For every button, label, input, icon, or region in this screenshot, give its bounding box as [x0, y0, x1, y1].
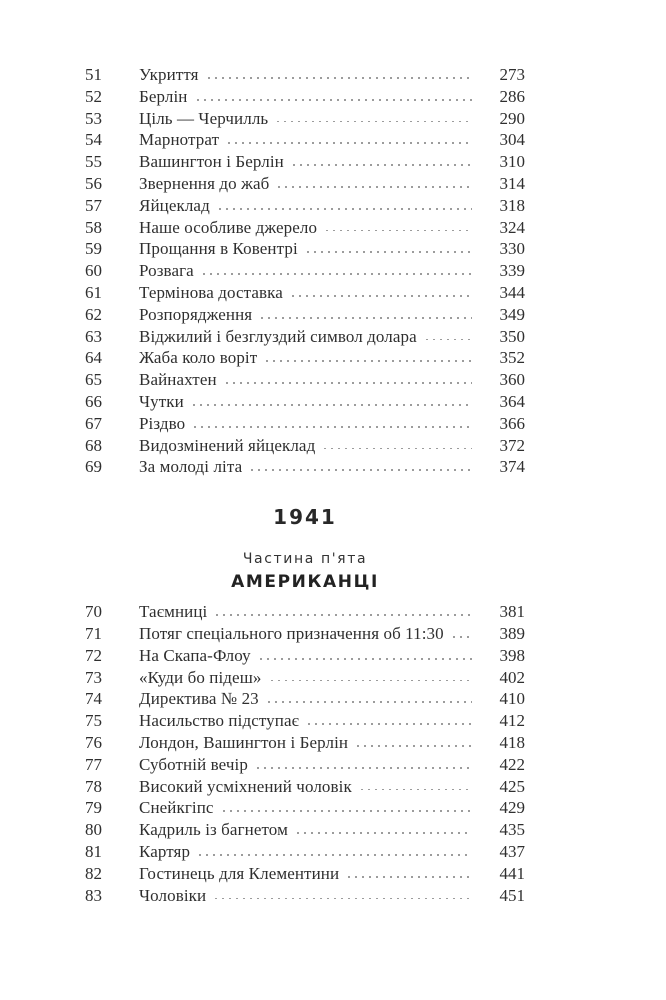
chapter-title: Наше особливе джерело — [139, 217, 318, 237]
dot-leader — [248, 754, 481, 776]
dot-leader — [339, 863, 481, 885]
chapter-number: 76 — [85, 732, 102, 752]
chapter-number: 69 — [85, 457, 102, 477]
dot-leader — [262, 667, 482, 689]
page-number: 366 — [499, 413, 525, 433]
dot-leader — [257, 347, 481, 369]
chapter-number: 67 — [85, 413, 102, 433]
chapter-title: Розпорядження — [139, 304, 253, 324]
chapter-number: 53 — [85, 108, 102, 128]
chapter-number: 70 — [85, 602, 102, 622]
toc-entry — [85, 776, 525, 798]
page-number: 425 — [499, 776, 525, 796]
dot-leader — [417, 326, 481, 348]
page-number: 339 — [499, 261, 525, 281]
chapter-number: 56 — [85, 173, 102, 193]
chapter-title: Потяг спеціального призначення об 11:30 — [139, 623, 444, 643]
dot-leader — [185, 413, 481, 435]
chapter-title: Чоловіки — [139, 885, 207, 905]
chapter-title: Лондон, Вашингтон і Берлін — [139, 732, 349, 752]
toc-entry — [85, 710, 525, 732]
page-number: 330 — [499, 239, 525, 259]
chapter-number: 68 — [85, 435, 102, 455]
toc-entry — [85, 217, 525, 239]
toc-entry — [85, 841, 525, 863]
chapter-title: Картяр — [139, 841, 191, 861]
dot-leader — [348, 732, 481, 754]
toc-entry — [85, 195, 525, 217]
chapter-number: 74 — [85, 689, 102, 709]
page-number: 349 — [499, 304, 525, 324]
chapter-title: Укриття — [139, 65, 199, 84]
dot-leader — [284, 151, 481, 173]
page-number: 374 — [499, 457, 525, 477]
dot-leader — [199, 64, 481, 86]
toc-entry — [85, 129, 525, 151]
toc-entry — [85, 326, 525, 348]
toc-entry — [85, 369, 525, 391]
chapter-number: 66 — [85, 391, 102, 411]
chapter-title: Жаба коло воріт — [139, 348, 258, 368]
dot-leader — [288, 819, 481, 841]
toc-entry — [85, 173, 525, 195]
toc-entry — [85, 688, 525, 710]
page-number: 389 — [499, 623, 525, 643]
chapter-number: 58 — [85, 217, 102, 237]
chapter-title: Насильство підступає — [139, 711, 299, 731]
chapter-number: 51 — [85, 65, 102, 84]
chapter-number: 65 — [85, 370, 102, 390]
toc-entry — [85, 238, 525, 260]
chapter-number: 82 — [85, 863, 102, 883]
toc-entry — [85, 64, 525, 86]
dot-leader — [184, 391, 481, 413]
page-number: 441 — [499, 863, 525, 883]
page-number: 350 — [499, 326, 525, 346]
page-number: 372 — [499, 435, 525, 455]
page-number: 381 — [499, 602, 525, 622]
dot-leader — [207, 601, 481, 623]
chapter-title: Снейкгіпс — [139, 798, 214, 818]
toc-entry — [85, 456, 525, 478]
page-number: 398 — [499, 645, 525, 665]
chapter-title: Ціль — Черчилль — [139, 108, 269, 128]
page-number: 402 — [499, 667, 525, 687]
toc-entry — [85, 601, 525, 623]
chapter-title: Вайнахтен — [139, 370, 217, 390]
chapter-title: Термінова доставка — [139, 282, 283, 302]
toc-entry — [85, 304, 525, 326]
page-number: 412 — [499, 711, 525, 731]
dot-leader — [317, 217, 481, 239]
toc-entry — [85, 391, 525, 413]
dot-leader — [352, 776, 481, 798]
chapter-title: Таємниці — [139, 602, 208, 622]
dot-leader — [252, 304, 481, 326]
toc-group-part-five — [85, 601, 525, 906]
toc-entry — [85, 754, 525, 776]
page-number: 360 — [499, 370, 525, 390]
dot-leader — [259, 688, 481, 710]
chapter-title: Кадриль із багнетом — [139, 820, 288, 840]
chapter-number: 55 — [85, 152, 102, 172]
chapter-title: «Куди бо підеш» — [139, 667, 262, 687]
dot-leader — [283, 282, 481, 304]
toc-entry — [85, 260, 525, 282]
chapter-title: Яйцеклад — [139, 195, 210, 215]
toc-entry — [85, 413, 525, 435]
chapter-title: Розвага — [139, 261, 194, 281]
page-number: 418 — [499, 732, 525, 752]
year-heading: 1941 — [273, 505, 337, 530]
dot-leader — [299, 710, 481, 732]
chapter-number: 80 — [85, 820, 102, 840]
dot-leader — [217, 369, 481, 391]
dot-leader — [444, 623, 481, 645]
chapter-number: 72 — [85, 645, 102, 665]
page-number: 344 — [499, 282, 525, 302]
toc-entry — [85, 732, 525, 754]
chapter-number: 64 — [85, 348, 102, 368]
page-number: 324 — [499, 217, 525, 237]
chapter-title: Звернення до жаб — [139, 173, 270, 193]
toc-entry — [85, 885, 525, 907]
chapter-number: 63 — [85, 326, 102, 346]
page-number: 435 — [499, 820, 525, 840]
toc-entry — [85, 797, 525, 819]
chapter-number: 57 — [85, 195, 102, 215]
chapter-number: 61 — [85, 282, 102, 302]
toc-entry — [85, 819, 525, 841]
chapter-title: Директива № 23 — [139, 689, 259, 709]
dot-leader — [219, 129, 481, 151]
toc-entry — [85, 623, 525, 645]
toc-group-part-four — [85, 64, 525, 478]
chapter-title: Віджилий і безглуздий символ долара — [139, 326, 417, 346]
toc-entry — [85, 667, 525, 689]
chapter-title: Суботній вечір — [139, 754, 248, 774]
page-number: 429 — [499, 798, 525, 818]
chapter-number: 54 — [85, 130, 102, 150]
page-number: 273 — [499, 65, 525, 84]
chapter-number: 73 — [85, 667, 102, 687]
dot-leader — [206, 885, 481, 907]
page-number: 304 — [499, 130, 525, 150]
chapter-number: 79 — [85, 798, 102, 818]
page-number: 352 — [499, 348, 525, 368]
dot-leader — [210, 195, 481, 217]
chapter-number: 75 — [85, 711, 102, 731]
page-number: 451 — [499, 885, 525, 905]
page-number: 310 — [499, 152, 525, 172]
toc-entry — [85, 435, 525, 457]
chapter-title: Прощання в Ковентрі — [139, 239, 298, 259]
chapter-number: 78 — [85, 776, 102, 796]
page-number: 314 — [499, 173, 525, 193]
chapter-number: 62 — [85, 304, 102, 324]
part-title: АМЕРИКАНЦІ — [231, 572, 379, 593]
page-number: 286 — [499, 86, 525, 106]
dot-leader — [315, 435, 481, 457]
dot-leader — [242, 456, 481, 478]
chapter-number: 59 — [85, 239, 102, 259]
chapter-title: За молоді літа — [139, 457, 243, 477]
toc-entry — [85, 108, 525, 130]
page-number: 364 — [499, 391, 525, 411]
page-number: 422 — [499, 754, 525, 774]
page-number: 318 — [499, 195, 525, 215]
chapter-title: Вашингтон і Берлін — [139, 152, 284, 172]
dot-leader — [298, 238, 481, 260]
dot-leader — [269, 173, 481, 195]
page-number: 290 — [499, 108, 525, 128]
toc-entry — [85, 347, 525, 369]
part-label: Частина п'ята — [242, 551, 368, 568]
toc-entry — [85, 863, 525, 885]
dot-leader — [214, 797, 481, 819]
dot-leader — [190, 841, 481, 863]
chapter-number: 77 — [85, 754, 102, 774]
toc-entry — [85, 645, 525, 667]
page-number: 437 — [499, 841, 525, 861]
dot-leader — [194, 260, 481, 282]
chapter-number: 71 — [85, 623, 102, 643]
chapter-title: Видозмінений яйцеклад — [139, 435, 316, 455]
chapter-number: 52 — [85, 86, 102, 106]
chapter-title: Високий усміхнений чоловік — [139, 776, 352, 796]
page-number: 410 — [499, 689, 525, 709]
chapter-title: Чутки — [139, 391, 184, 411]
chapter-title: Гостинець для Клементини — [139, 863, 340, 883]
chapter-title: Різдво — [139, 413, 186, 433]
chapter-title: Марнотрат — [139, 130, 220, 150]
dot-leader — [268, 108, 481, 130]
chapter-number: 83 — [85, 885, 102, 905]
table-of-contents — [85, 64, 525, 906]
dot-leader — [251, 645, 481, 667]
toc-entry — [85, 282, 525, 304]
chapter-title: Берлін — [139, 86, 188, 106]
chapter-number: 60 — [85, 261, 102, 281]
toc-entry — [85, 86, 525, 108]
toc-entry — [85, 151, 525, 173]
dot-leader — [188, 86, 482, 108]
chapter-number: 81 — [85, 841, 102, 861]
chapter-title: На Скапа-Флоу — [139, 645, 251, 665]
